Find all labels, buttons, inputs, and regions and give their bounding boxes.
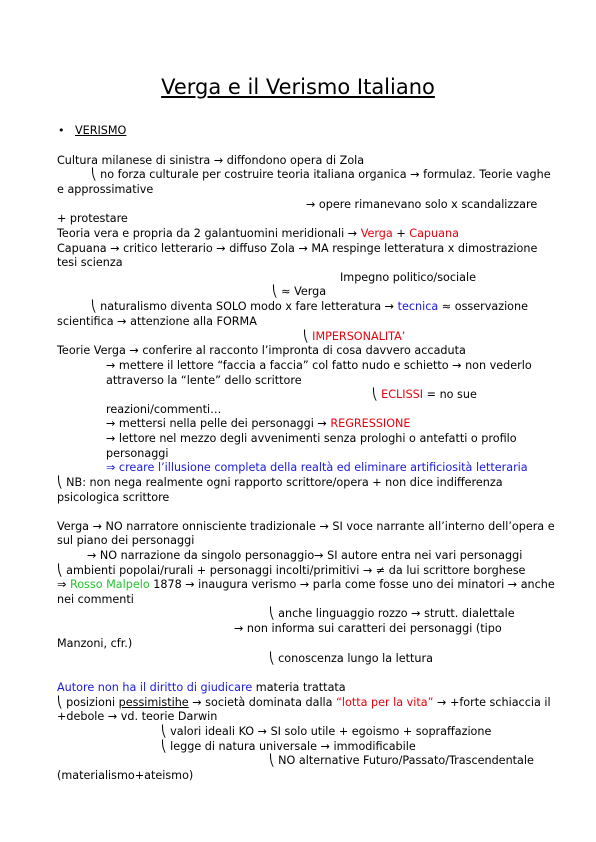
text-line: e approssimative: [57, 183, 154, 196]
text-segment: 1878 → inaugura verismo → parla come fosse uno dei minatori → anche: [149, 578, 555, 591]
author-capuana: Capuana: [409, 227, 459, 240]
keyword-tecnica: tecnica: [397, 300, 439, 313]
page-title: Verga e il Verismo Italiano: [161, 75, 435, 99]
text-line: ⎝ anche linguaggio rozzo → strutt. dialettale: [269, 607, 515, 620]
text-segment: → +forte schiaccia il: [433, 696, 551, 709]
text-segment: → società dominata dalla: [188, 696, 337, 709]
text-line: Capuana → critico letterario → diffuso Zola → MA respinge letteratura x dimostrazione: [57, 242, 538, 255]
text-line: ⎝ NO alternative Futuro/Passato/Trascendentale: [269, 754, 534, 767]
text-line: psicologica scrittore: [57, 491, 170, 504]
text-line: tesi scienza: [57, 256, 123, 269]
text-segment-highlight: Autore non ha il diritto di giudicare: [57, 681, 253, 694]
text-segment: ⇒: [57, 578, 70, 591]
text-line: → NO narrazione da singolo personaggio→ SI autore entra nei vari personaggi: [87, 549, 523, 562]
text-line: reazioni/commenti…: [106, 403, 222, 416]
text-segment: ⎝ posizioni: [57, 696, 119, 709]
text-line: ⎝ legge di natura universale → immodificabile: [161, 740, 416, 753]
text-segment: ≈ osservazione: [438, 300, 528, 313]
text-line: Impegno politico/sociale: [340, 271, 476, 284]
text-segment: ⎝: [303, 330, 313, 343]
bullet-marker: •: [58, 124, 65, 137]
author-verga: Verga: [360, 227, 393, 240]
text-line: ⎝ conoscenza lungo la lettura: [269, 652, 433, 665]
text-line: attraverso la “lente” dello scrittore: [106, 374, 302, 387]
text-segment-underlined: pessimistihe: [118, 696, 189, 709]
text-line: → non informa sui caratteri dei personaggi (tipo: [234, 622, 502, 635]
keyword-eclissi: ECLISSI: [381, 388, 424, 401]
work-rosso-malpelo: Rosso Malpelo: [69, 578, 150, 591]
keyword-impersonalita: IMPERSONALITA’: [312, 330, 406, 343]
text-line: [91, 300, 528, 314]
text-line: [57, 681, 346, 695]
text-segment: +: [392, 227, 410, 240]
text-line: → mettere il lettore “faccia a faccia” col fatto nudo e schietto → non vederlo: [106, 359, 532, 372]
text-line: +debole → vd. teorie Darwin: [57, 710, 218, 723]
text-line: [106, 417, 410, 431]
text-segment: ⎝ naturalismo diventa SOLO modo x fare letteratura →: [91, 300, 398, 313]
keyword-regressione: REGRESSIONE: [330, 417, 411, 430]
text-line: (materialismo+ateismo): [57, 769, 194, 782]
text-line: personaggi: [106, 447, 169, 460]
text-line-highlight: ⇒ creare l’illusione completa della realtà ed eliminare artificiosità letteraria: [106, 461, 528, 474]
text-line: ⎝ ambienti popolai/rurali + personaggi incolti/primitivi → ≠ da lui scrittore borghese: [57, 564, 526, 577]
text-segment: = no sue: [423, 388, 477, 401]
text-line: ⎝ NB: non nega realmente ogni rapporto scrittore/opera + non dice indifferenza: [57, 476, 503, 489]
text-line: nei commenti: [57, 593, 134, 606]
text-line: sul piano dei personaggi: [57, 534, 195, 547]
text-line: [57, 696, 551, 710]
text-segment: → mettersi nella pelle dei personaggi →: [106, 417, 331, 430]
text-line: + protestare: [57, 212, 128, 225]
text-line: ⎝ ≈ Verga: [272, 285, 327, 298]
text-line: → lettore nel mezzo degli avvenimenti senza prologhi o antefatti o profilo: [106, 432, 517, 445]
quote-lotta-per-la-vita: “lotta per la vita”: [336, 696, 434, 709]
text-line: ⎝ valori ideali KO → SI solo utile + egoismo + sopraffazione: [161, 725, 492, 738]
text-line: Verga → NO narratore onnisciente tradizionale → SI voce narrante all’interno dell’opera e: [57, 520, 555, 533]
text-line: scientifica → attenzione alla FORMA: [57, 315, 257, 328]
text-line: Manzoni, cfr.): [57, 637, 133, 650]
text-line: [303, 330, 405, 344]
section-heading: VERISMO: [75, 124, 127, 137]
text-line: ⎝ no forza culturale per costruire teoria italiana organica → formulaz. Teorie vaghe: [91, 168, 551, 181]
text-segment: Teoria vera e propria da 2 galantuomini meridionali →: [57, 227, 361, 240]
text-line: [372, 388, 477, 402]
text-line: Teorie Verga → conferire al racconto l’impronta di cosa davvero accaduta: [57, 344, 466, 357]
text-line: Cultura milanese di sinistra → diffondono opera di Zola: [57, 154, 365, 167]
text-segment: materia trattata: [252, 681, 346, 694]
text-line: → opere rimanevano solo x scandalizzare: [306, 198, 538, 211]
text-line: [57, 227, 459, 241]
text-line: [57, 578, 555, 592]
text-segment: ⎝: [372, 388, 382, 401]
